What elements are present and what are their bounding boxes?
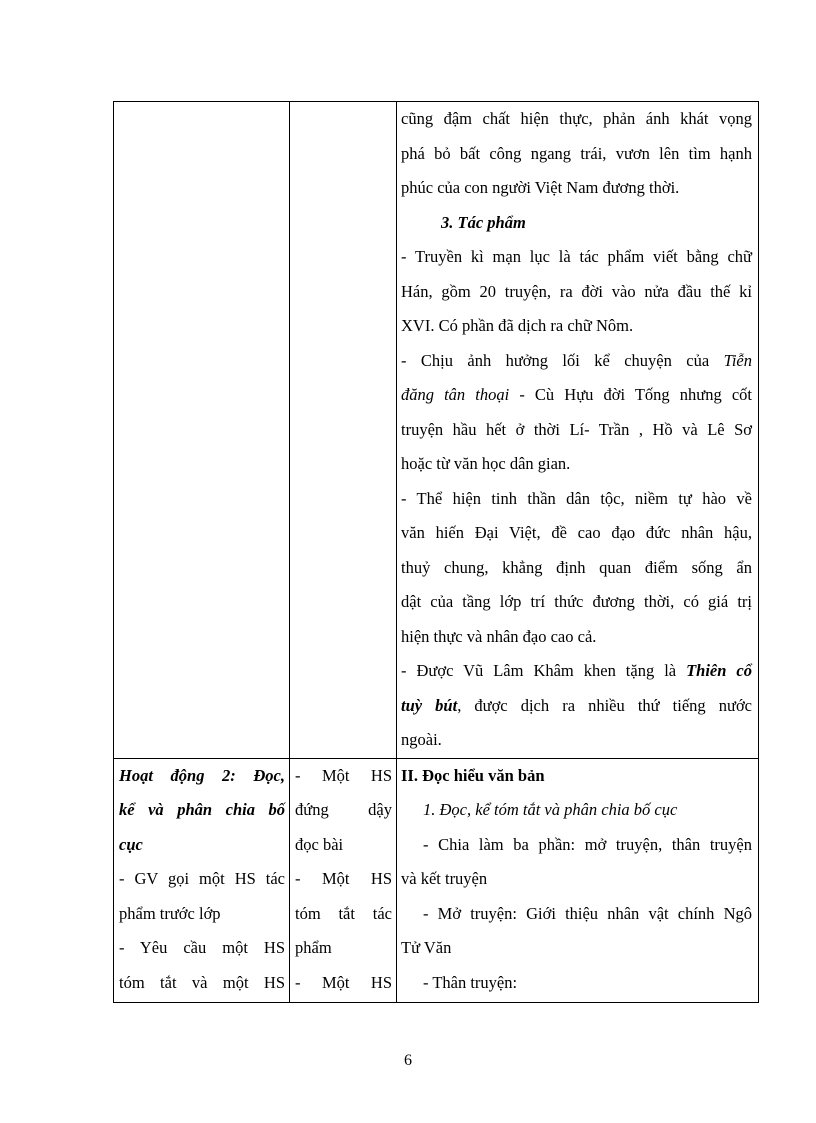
activity-title-line: Hoạt động 2: Đọc, [119, 765, 285, 785]
subsection-heading: 1. Đọc, kể tóm tắt và phân chia bố cục [423, 800, 678, 819]
text-span: - Được Vũ Lâm Khâm khen tặng là [401, 661, 687, 680]
text-span: , được dịch ra nhiều thứ tiếng nước [457, 695, 752, 715]
page-number: 6 [404, 1052, 412, 1069]
text-line: - Truyền kì mạn lục là tác phẩm viết bằng chữ [401, 247, 752, 266]
italic-title: Tiễn [723, 350, 752, 370]
text-line: phẩm trước lớp [119, 903, 221, 923]
text-line: thuỷ chung, khẳng định quan điểm sống ẩn [401, 557, 752, 577]
text-line [397, 654, 758, 689]
text-line: văn hiến Đại Việt, đề cao đạo đức nhân hậu, [401, 523, 752, 542]
text-line: - Mở truyện: Giới thiệu nhân vật chính Ngô [423, 903, 752, 923]
section-heading: 3. Tác phẩm [441, 212, 526, 232]
table-row [114, 758, 759, 1002]
text-line: - GV gọi một HS tác [119, 869, 285, 888]
text-line: - Một HS [295, 765, 392, 785]
text-line: Tử Văn [401, 938, 452, 957]
bold-italic-title: tuỳ bút [401, 695, 458, 715]
bold-italic-title: Thiên cổ [686, 661, 752, 680]
activity-title-line: kể và phân chia bố [119, 800, 285, 819]
text-line: - Một HS [295, 972, 392, 992]
row2-content-cell [397, 758, 759, 1002]
text-line: dật của tầng lớp trí thức đương thời, có giá trị [401, 592, 752, 611]
text-line: hoặc từ văn học dân gian. [401, 454, 571, 473]
text-line: ngoài. [401, 730, 442, 749]
activity-title-line: cục [119, 834, 143, 854]
text-line: tóm tắt và một HS [119, 972, 285, 992]
text-line: phúc của con người Việt Nam đương thời. [401, 178, 680, 197]
section-heading: II. Đọc hiểu văn bản [401, 765, 545, 785]
italic-title: đăng tân thoại [401, 385, 510, 404]
row2-activity-cell [114, 758, 290, 1002]
row1-content-cell [397, 102, 759, 759]
text-line: - Thể hiện tinh thần dân tộc, niềm tự hào về [401, 488, 752, 508]
text-line: - Một HS [295, 869, 392, 888]
text-span: - Chịu ảnh hưởng lối kể chuyện của [401, 350, 724, 370]
row1-activity-cell [114, 102, 290, 759]
text-line: truyện hầu hết ở thời Lí- Trần , Hồ và Lê Sơ [401, 419, 752, 439]
text-line: phẩm [295, 938, 332, 957]
text-line: - Thân truyện: [423, 972, 518, 992]
lesson-table [113, 101, 759, 1003]
text-line [397, 378, 758, 413]
text-line: đứng dậy [295, 800, 392, 819]
text-line: phá bỏ bất công ngang trái, vươn lên tìm hạnh [401, 143, 752, 163]
text-line [397, 689, 758, 724]
text-line: tóm tắt tác [295, 903, 392, 923]
row1-student-cell [290, 102, 397, 759]
text-line: - Chia làm ba phần: mở truyện, thân truyện [423, 834, 752, 854]
text-line: đọc bài [295, 834, 344, 854]
text-line: hiện thực và nhân đạo cao cả. [401, 626, 597, 646]
text-line: cũng đậm chất hiện thực, phản ánh khát vọng [401, 109, 752, 128]
table-row [114, 102, 759, 759]
text-span: - Cù Hựu đời Tống nhưng cốt [509, 385, 752, 404]
text-line: Hán, gồm 20 truyện, ra đời vào nửa đầu thế kỉ [401, 281, 752, 301]
text-line: XVI. Có phần đã dịch ra chữ Nôm. [401, 316, 634, 335]
text-line: và kết truyện [401, 869, 488, 888]
text-line [397, 344, 758, 379]
text-line: - Yêu cầu một HS [119, 938, 285, 957]
row2-student-cell [290, 758, 397, 1002]
